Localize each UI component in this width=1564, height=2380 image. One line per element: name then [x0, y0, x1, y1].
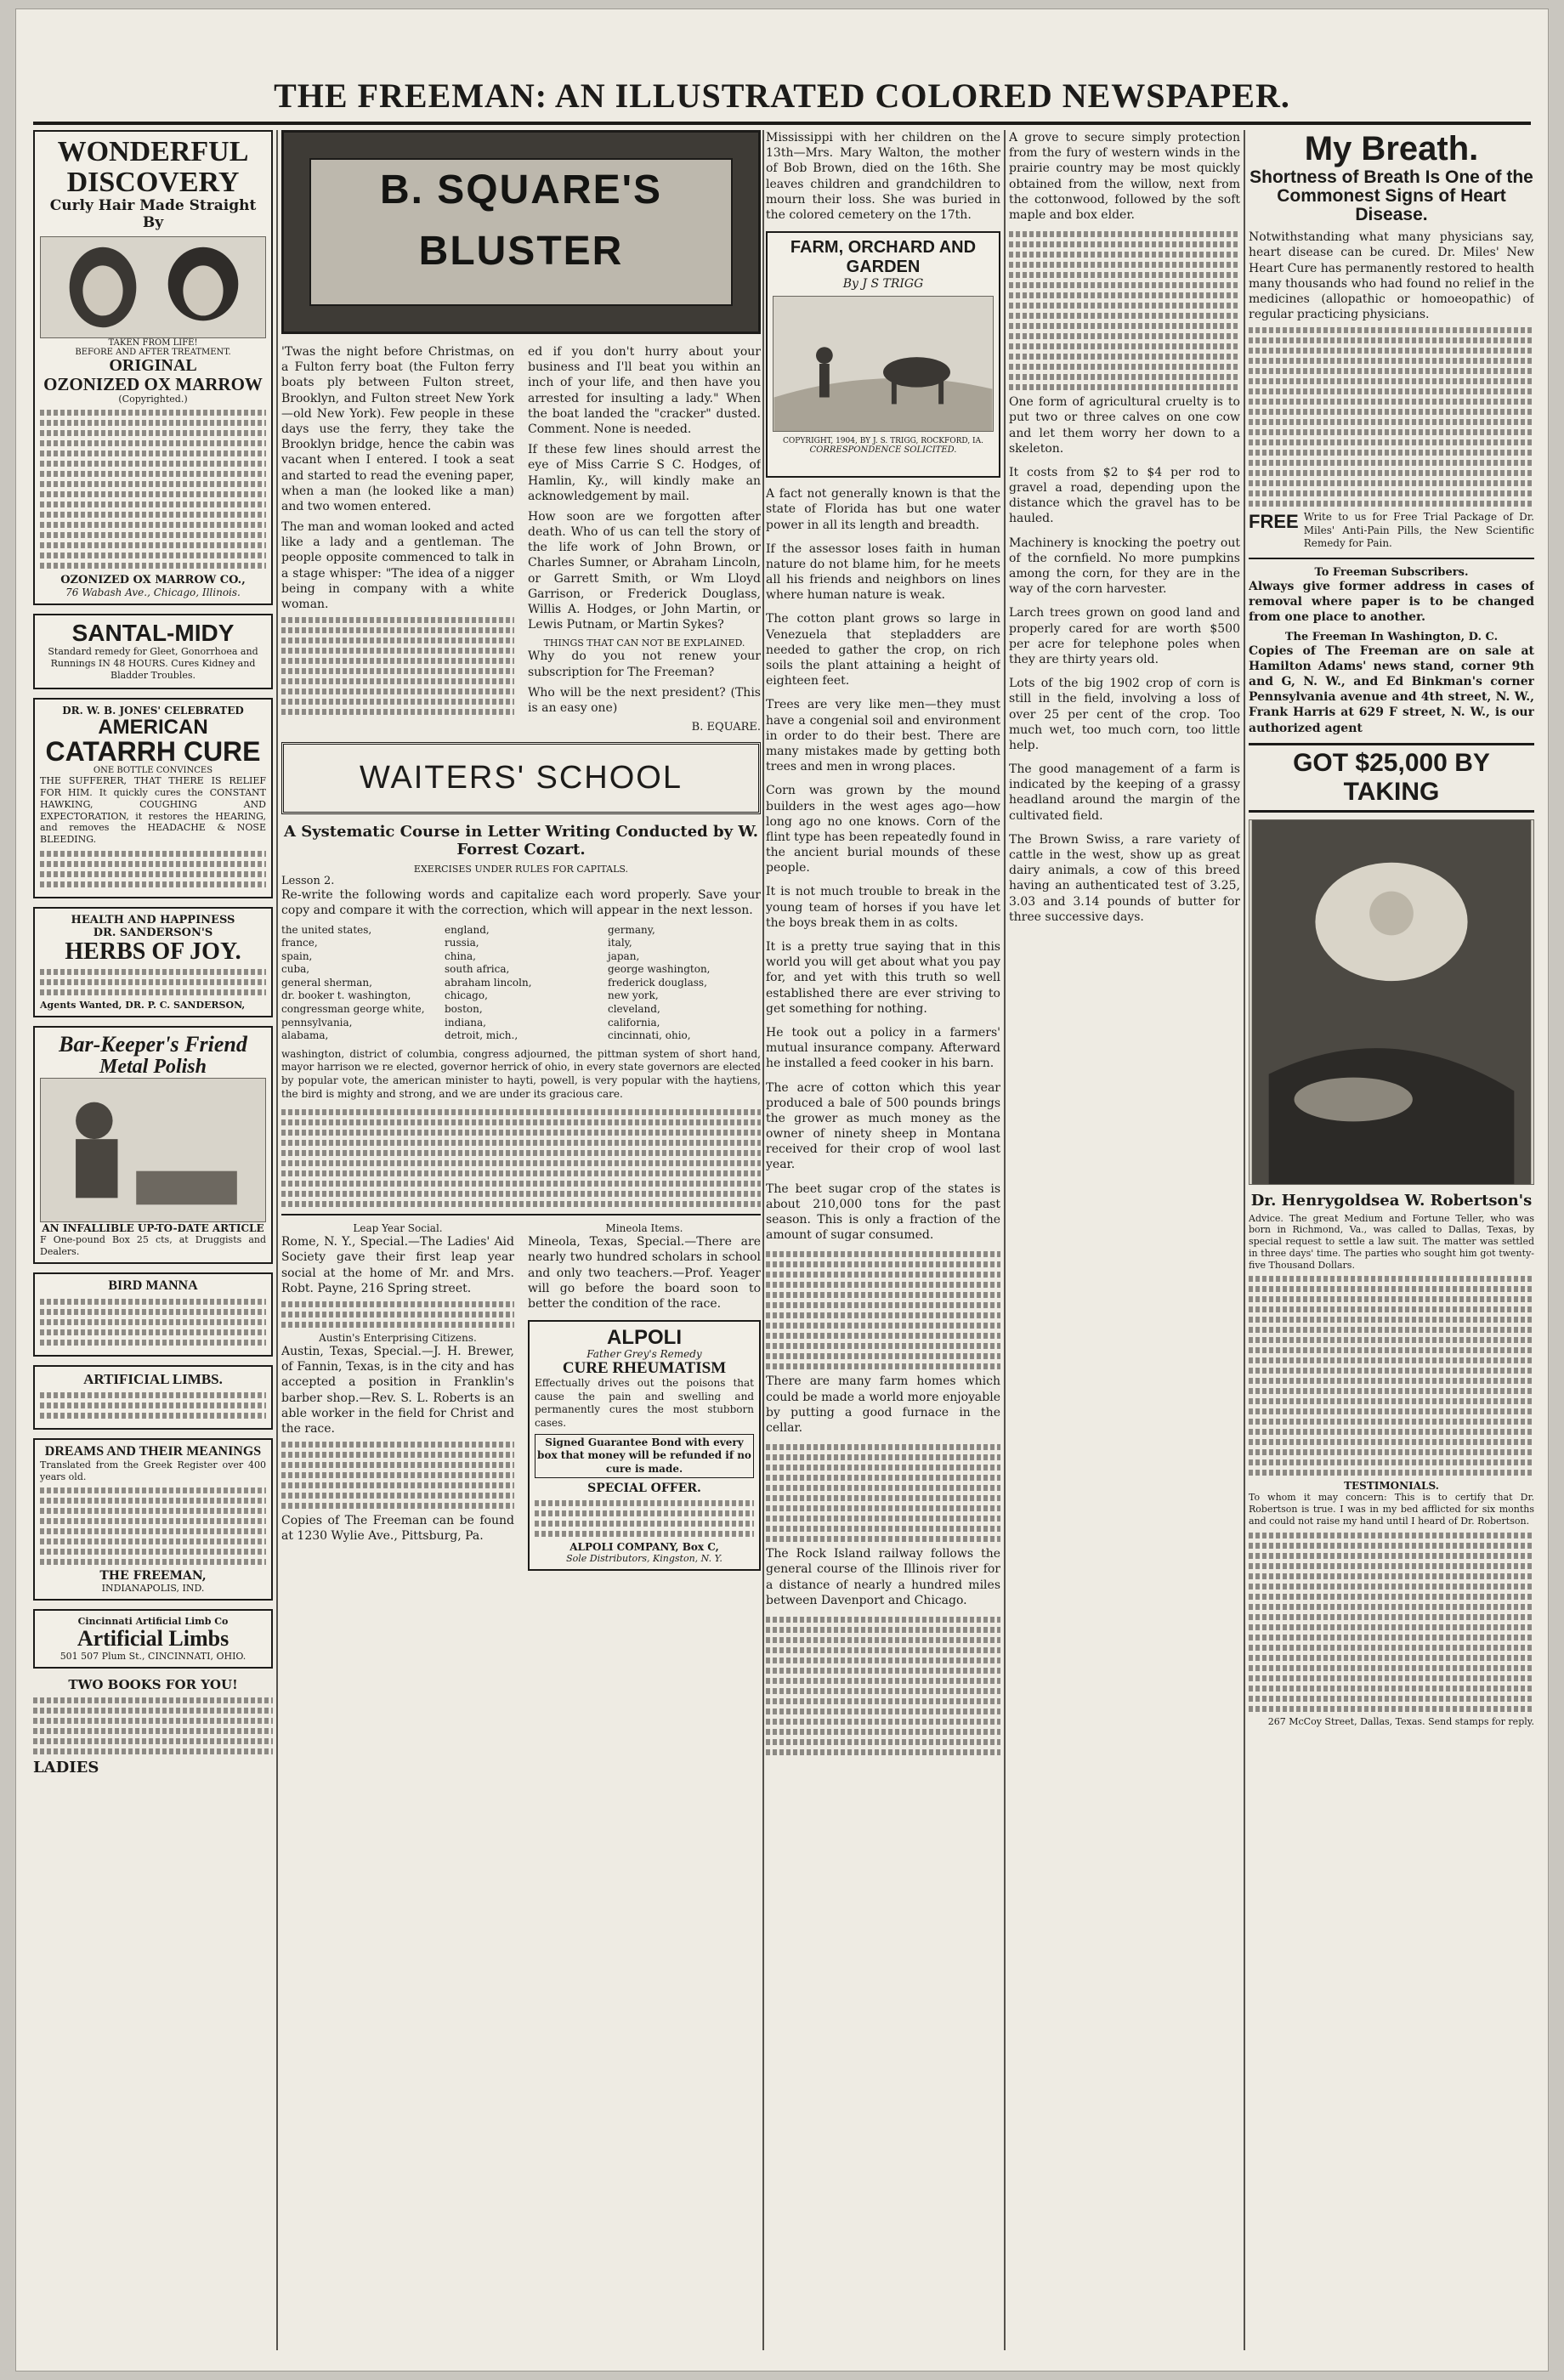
ad-body-text: THE SUFFERER, THAT THERE IS RELIEF FOR HIM. It quickly cures the CONSTANT HAWKING, COUGHING AND EXPECTORATION, it restores the HEARING, and removes the HEADACHE & NOSE BLEEDING. — [40, 775, 266, 846]
section-rule — [281, 1214, 761, 1216]
ad-body-text — [40, 851, 266, 887]
farm-paragraph: Trees are very like men—they must have a congenial soil and environment in order to do their best. There are many mistakes made by getting both trees and men in wrong places. — [766, 698, 1000, 774]
before-after-caption: BEFORE AND AFTER TREATMENT. — [75, 348, 231, 358]
artificial-limbs-ad — [33, 1365, 273, 1430]
washington-heading: The Freeman In Washington, D. C. — [1284, 630, 1499, 643]
lesson-word: alabama, — [281, 1029, 329, 1042]
heart-ad-text: Notwithstanding what many physicians say, heart disease can be cured. Dr. Miles' New Heart Cure has permanently restored to health many thousands who had found no relief in the medicines (allopathic or homoeopathic) of regular practicing physicians. — [1249, 230, 1534, 322]
heart-ad-title: My Breath. — [1304, 130, 1479, 167]
lesson-word: chicago, — [445, 989, 488, 1002]
farm-text — [766, 1444, 1000, 1542]
lesson-word: italy, — [608, 937, 632, 949]
farm-paragraph: It is a pretty true saying that in this world you will get about what you pay for, and yet with this truth so well established there are ever striving to get something for nothing. — [766, 940, 1000, 1016]
lesson-word: detroit, mich., — [445, 1029, 518, 1042]
farm-paragraph: If the assessor loses faith in human nature do not blame him, for he meets all his friends and neighbors on lines where human nature is weak. — [766, 541, 1000, 603]
local-news — [281, 1222, 761, 1579]
lesson-word: general sherman, — [281, 976, 372, 989]
washington-notice: Copies of The Freeman are on sale at Hamilton Adams' news stand, corner 9th and G, N. W., and Ed Binkman's corner Pennsylvania avenue and 4th street, N. W., Frank Harris at 629 F street, N. W., is our authorized agent — [1249, 643, 1534, 735]
ad-body-text: Translated from the Greek Register over 400 years old. — [40, 1459, 266, 1482]
lesson-word: japan, — [608, 949, 640, 962]
ad-subheadline: Curly Hair Made Straight By — [49, 197, 257, 232]
heart-ad-subtitle: Shortness of Breath Is One of the Commonest Signs of Heart Disease. — [1250, 167, 1533, 225]
ad-headline: ALPOLI — [607, 1326, 682, 1350]
obituary-paragraph: Mississippi with her children on the 13th—Mrs. Mary Walton, the mother of Bob Brown, died on the 16th. She leaves children and grandchildren to mourn their loss. She was buried in the colored cemetery on the 17th. — [766, 131, 1000, 222]
column-divider — [1004, 130, 1006, 2350]
ad-agent: Agents Wanted, DR. P. C. SANDERSON, — [40, 1000, 246, 1012]
ad-company: OZONIZED OX MARROW CO., — [60, 574, 246, 587]
lesson-instructions: Re-write the following words and capitalize each word properly. Save your copy and compare it with the correction, which will appear in the next lesson. — [281, 888, 761, 918]
ad-product-name: OZONIZED OX MARROW — [43, 374, 263, 395]
article-signoff: B. EQUARE. — [691, 721, 761, 734]
lesson-word: abraham lincoln, — [445, 976, 532, 989]
free-trial-text: Write to us for Free Trial Package of Dr. Miles' Anti-Pain Pills, the New Scientific Remedy for Pain. — [1303, 511, 1534, 550]
farm-paragraph: The beet sugar crop of the states is about 210,000 tons for the past season. This is only a fraction of the amount of sugar consumed. — [766, 1182, 1000, 1243]
waiters-school-subtitle: A Systematic Course in Letter Writing Conducted by W. Forrest Cozart. — [283, 823, 759, 859]
doctor-heading: Dr. Henrygoldsea W. Robertson's — [1250, 1191, 1533, 1210]
lesson-word: george washington, — [608, 963, 711, 976]
lesson-text — [281, 1109, 761, 1207]
lesson-word: germany, — [608, 923, 655, 936]
ad-headline: CATARRH CURE — [45, 735, 261, 767]
catarrh-cure-ad — [33, 698, 273, 898]
farm-paragraph: The Rock Island railway follows the general course of the Illinois river for a distance of nearly a hundred miles between Davenport and Chicago. — [766, 1547, 1000, 1607]
ad-headline: Artificial Limbs — [76, 1626, 230, 1652]
lesson-word: russia, — [445, 937, 479, 949]
farm-paragraph: The cotton plant grows so large in Venezuela that stepladders are needed to gather the crop, on rich soils the plant attaining a height of eighteen feet. — [766, 612, 1000, 688]
lesson-word: china, — [445, 949, 476, 962]
doctor-advice: Advice. The great Medium and Fortune Teller, who was born in Richmond, Va., was called to Dallas, Texas, by special request to settle a law suit. The matter was settled in three days' time. The parties who sought him got twenty-five Thousand Dollars. — [1249, 1212, 1534, 1271]
lesson-word-list — [281, 924, 761, 1043]
section-heading: THINGS THAT CAN NOT BE EXPLAINED. — [543, 638, 745, 649]
santal-midy-ad — [33, 614, 273, 688]
free-label: FREE — [1249, 511, 1299, 533]
feature-column — [281, 130, 761, 2350]
farm-column — [766, 130, 1000, 2350]
ad-company: ALPOLI COMPANY, Box C, — [570, 1541, 719, 1554]
news-paragraph: Mineola, Texas, Special.—There are nearly two hundred scholars in school and only two teachers.—Prof. Yeager will go before the board soon to better the condition of the race. — [528, 1235, 761, 1311]
ad-body-text — [40, 410, 266, 569]
farm-paragraph: Machinery is knocking the poetry out of the cornfield. No more pumpkins among the corn, for they are in the way of the corn harvester. — [1009, 536, 1240, 597]
lesson-word: dr. booker t. washington, — [281, 989, 411, 1002]
masthead-rule — [33, 122, 1531, 125]
subscribers-notice: Always give former address in cases of removal where paper is to be changed from one place to another. — [1249, 580, 1534, 625]
farm-correspondence: CORRESPONDENCE SOLICITED. — [809, 445, 957, 456]
farm-text — [766, 1251, 1000, 1369]
newspaper-page — [15, 8, 1549, 2372]
ox-marrow-ad — [33, 130, 273, 605]
ad-headline: BIRD MANNA — [108, 1278, 198, 1294]
copyright-note: (Copyrighted.) — [118, 394, 188, 405]
ad-tagline: AN INFALLIBLE UP-TO-DATE ARTICLE — [42, 1221, 264, 1234]
ad-company: THE FREEMAN, — [99, 1569, 207, 1584]
copies-notice: Copies of The Freeman can be found at 1230 Wylie Ave., Pittsburg, Pa. — [281, 1514, 514, 1544]
dreams-ad — [33, 1438, 273, 1601]
farm-title: FARM, ORCHARD AND GARDEN — [790, 238, 977, 277]
article-paragraph: Who will be the next president? (This is an easy one) — [528, 685, 761, 715]
ad-headline: HERBS OF JOY. — [65, 938, 241, 965]
column-divider — [1244, 130, 1245, 2350]
ad-body-text — [40, 969, 266, 995]
masthead: THE FREEMAN: AN ILLUSTRATED COLORED NEWSPAPER. — [274, 76, 1290, 115]
ad-body-text: Standard remedy for Gleet, Gonorrhoea and Runnings IN 48 HOURS. Cures Kidney and Bladder Troubles. — [48, 645, 258, 682]
news-paragraph: Austin, Texas, Special.—J. H. Brewer, of Fannin, Texas, is in the city and has accepted a position in Franklin's barber shop.—Rev. S. L. Roberts is an able worker in the field for Christ and the race. — [281, 1344, 514, 1436]
before-after-portrait-image — [40, 236, 266, 338]
banner-title: B. SQUARE'S BLUSTER — [309, 158, 733, 306]
article-paragraph: The man and woman looked and acted like a lady and a gentleman. The people opposite commenced to talk in a stage whisper: "The idea of a nigger being in company with a white woman. — [281, 520, 514, 611]
lesson-word: indiana, — [445, 1016, 486, 1028]
ad-address: 501 507 Plum St., CINCINNATI, OHIO. — [60, 1650, 246, 1662]
ad-headline: CURE RHEUMATISM — [562, 1359, 727, 1378]
doctor-address: 267 McCoy Street, Dallas, Texas. Send stamps for reply. — [1267, 1715, 1534, 1727]
farm-paragraph: A fact not generally known is that the state of Florida has but one water power in all its length and breadth. — [766, 487, 1000, 532]
section-rule — [1249, 558, 1534, 559]
farm-paragraph: A grove to secure simply protection from the fury of western winds in the prairie country may be most quickly obtained from the willow, next from the cottonwood, followed by the soft maple and box elder. — [1009, 131, 1240, 222]
lesson-word: the united states, — [281, 923, 372, 936]
column-divider — [762, 130, 764, 2350]
doctor-body — [1249, 1276, 1534, 1476]
taken-caption: TAKEN FROM LIFE! — [108, 338, 198, 348]
alpoli-ad — [528, 1320, 761, 1571]
bar-keepers-friend-ad — [33, 1026, 273, 1264]
farm-paragraph: The Brown Swiss, a rare variety of cattle in the west, show up as great dairy animals, a cow of this breed having an authenticated test of 3.25, 3.03 and 3.14 pounds of butter for three successive days. — [1009, 832, 1240, 924]
ad-offer-heading: SPECIAL OFFER. — [587, 1482, 701, 1496]
ladies-ad-heading: LADIES — [33, 1758, 99, 1776]
farm-copyright: COPYRIGHT, 1904, BY J. S. TRIGG, ROCKFORD, IA. — [783, 437, 983, 446]
testimonials-heading: TESTIMONIALS. — [1344, 1480, 1439, 1493]
ad-preheadline: Cincinnati Artificial Limb Co — [77, 1616, 229, 1628]
ad-headline: Metal Polish — [99, 1055, 207, 1078]
lesson-word: pennsylvania, — [281, 1016, 353, 1028]
ad-subheadline: DR. SANDERSON'S — [93, 926, 213, 939]
ad-price: F One-pound Box 25 cts, at Druggists and Dealers. — [40, 1233, 266, 1257]
ad-product-label: ORIGINAL — [109, 356, 197, 376]
lesson-word: cleveland, — [608, 1003, 660, 1016]
lesson-label: Lesson 2. — [281, 875, 335, 888]
ad-address: INDIANAPOLIS, IND. — [101, 1583, 205, 1595]
farm-paragraph: The good management of a farm is indicated by the keeping of a grassy headland around the margin of the cultivated field. — [1009, 762, 1240, 823]
lesson-word: france, — [281, 937, 318, 949]
farm-text — [1009, 231, 1240, 390]
ad-address: Sole Distributors, Kingston, N. Y. — [566, 1553, 722, 1565]
got-money-banner: GOT $25,000 BY TAKING — [1249, 743, 1534, 813]
ad-headline: DISCOVERY — [66, 166, 240, 198]
fortune-teller-illustration — [1249, 819, 1534, 1185]
farm-paragraph: Lots of the big 1902 crop of corn is still in the field, involving a loss of over 25 per cent of the crop. Too much wet, too much corn, too little help. — [1009, 677, 1240, 752]
news-heading: Mineola Items. — [605, 1222, 683, 1235]
lesson-sentences: washington, district of columbia, congress adjourned, the pittman system of short hand, mayor harrison we re elected, governor herrick of ohio, in every state governors are elected by popular vote, the american minister to hayti, powell, is very popular with the haytiens, the bird is mighty and strong, and we are under its gracious care. — [281, 1047, 761, 1100]
bluster-article — [281, 344, 761, 734]
article-paragraph: ed if you don't hurry about your business and I'll beat you within an inch of your life, and then have you arrested for insulting a lady." When the boat landed the "cracker" dusted. Comment. None is needed. — [528, 345, 761, 436]
advertisement-column — [33, 130, 273, 2350]
lesson-word: boston, — [445, 1003, 483, 1016]
ad-headline: SANTAL-MIDY — [71, 620, 235, 647]
news-paragraph: Rome, N. Y., Special.—The Ladies' Aid Society gave their first leap year social at the home of Mr. and Mrs. Robt. Payne, 216 Spring street. — [281, 1235, 514, 1295]
news-text — [281, 1442, 514, 1509]
farm-paragraph: There are many farm homes which could be made a world more enjoyable by putting a good furnace in the cellar. — [766, 1374, 1000, 1435]
ad-headline: Bar-Keeper's Friend — [59, 1032, 247, 1057]
polishing-man-illustration — [40, 1078, 266, 1222]
lesson-word: congressman george white, — [281, 1003, 425, 1016]
heart-ad-body — [1249, 327, 1534, 507]
ad-preheadline: HEALTH AND HAPPINESS — [71, 913, 235, 926]
subscribers-heading: To Freeman Subscribers. — [1314, 566, 1469, 580]
news-heading: Leap Year Social. — [353, 1222, 443, 1235]
lesson-word: spain, — [281, 949, 313, 962]
lesson-word: cincinnati, ohio, — [608, 1029, 691, 1042]
bird-manna-ad — [33, 1272, 273, 1357]
ad-guarantee: Signed Guarantee Bond with every box that money will be refunded if no cure is made. — [535, 1434, 754, 1479]
farm-text — [766, 1617, 1000, 1755]
lesson-word: south africa, — [445, 963, 510, 976]
farm-notes-column — [1009, 130, 1240, 2350]
exercises-heading: EXERCISES UNDER RULES FOR CAPITALS. — [413, 864, 629, 876]
ad-headline: AMERICAN — [98, 715, 208, 739]
farm-paragraph: One form of agricultural cruelty is to put two or three calves on one cow and let them worry her down to a skeleton. — [1009, 395, 1240, 456]
farm-paragraph: He took out a policy in a farmers' mutual insurance company. Afterward he installed a feed cooker in his barn. — [766, 1025, 1000, 1071]
ad-headline: DREAMS AND THEIR MEANINGS — [44, 1444, 262, 1459]
article-paragraph: Why do you not renew your subscription for The Freeman? — [528, 649, 761, 679]
article-paragraph: If these few lines should arrest the eye of Miss Carrie S C. Hodges, of Hamlin, Ky., will kindly make an acknowledgement by mail. — [528, 443, 761, 503]
bluster-banner-image — [281, 130, 761, 334]
ad-body-text — [40, 1392, 266, 1419]
plowing-farmer-illustration — [773, 296, 994, 432]
ad-address: 76 Wabash Ave., Chicago, Illinois. — [65, 586, 241, 599]
farm-orchard-garden-header — [766, 231, 1000, 478]
ad-preheadline: DR. W. B. JONES' CELEBRATED — [62, 704, 244, 717]
farm-byline: By J S TRIGG — [842, 277, 924, 292]
ad-headline: ARTIFICIAL LIMBS. — [83, 1371, 223, 1388]
ad-tagline: ONE BOTTLE CONVINCES — [93, 766, 213, 776]
ad-body-text — [535, 1500, 754, 1537]
farm-paragraph: It is not much trouble to break in the young team of horses if you have let the boys break them in as colts. — [766, 885, 1000, 930]
ad-subheadline: Father Grey's Remedy — [586, 1348, 702, 1361]
cincinnati-limb-ad — [33, 1609, 273, 1668]
ad-body-text — [40, 1299, 266, 1346]
column-divider — [276, 130, 278, 2350]
farm-paragraph: Larch trees grown on good land and properly cared for are worth $500 per acre for telephone poles when they are thirty years old. — [1009, 606, 1240, 666]
article-paragraph: How soon are we forgotten after death. Who of us can tell the story of the life work of John Brown, or Charles Sumner, or Abraham Lincoln, or Garrett Smith, or Wm Lloyd Garrison, or Frederick Douglass, Willis A. Hodges, or John Martin, or Lewis Putnam, or Martin Sykes? — [528, 509, 761, 632]
waiters-school-title: WAITERS' SCHOOL — [281, 742, 761, 814]
ad-headline: WONDERFUL — [57, 136, 249, 167]
ad-body-text — [33, 1697, 273, 1754]
farm-paragraph: Corn was grown by the mound builders in the west ages ago—how long ago no one knows. Corn of the flint type has been repeatedly found in the ancient burial mounds of these people. — [766, 784, 1000, 876]
testimonial-body — [1249, 1533, 1534, 1712]
farm-paragraph: The acre of cotton which this year produced a bale of 500 pounds brings the grower as much money as the owner of ninety sheep in Montana received for their crop of wool last year. — [766, 1080, 1000, 1172]
lesson-word: california, — [608, 1016, 660, 1028]
testimonial-text: To whom it may concern: This is to certify that Dr. Robertson is true. I was in my bed afflicted for six months and could not raise my hand until I heard of Dr. Robertson. — [1249, 1492, 1534, 1527]
herbs-of-joy-ad — [33, 907, 273, 1017]
lesson-word: england, — [445, 923, 490, 936]
article-text — [281, 617, 514, 715]
ad-body-text: Effectually drives out the poisons that cause the pain and swelling and permanently cures the most stubborn cases. — [535, 1377, 754, 1430]
article-paragraph: 'Twas the night before Christmas, on a Fulton ferry boat (the Fulton ferry boats ply between Fulton street, Brooklyn, and Fulton street New York—old New York). Few people in these days use the ferry, they take the Brooklyn bridge, hence the cabin was vacant when I entered. I took a seat and started to read the evening paper, when a man (he looked like a man) and two women entered. — [281, 345, 514, 513]
lesson-word: cuba, — [281, 963, 310, 976]
lesson-word: frederick douglass, — [608, 976, 707, 989]
right-column — [1249, 130, 1534, 2350]
two-books-heading: TWO BOOKS FOR YOU! — [68, 1676, 238, 1692]
news-heading: Austin's Enterprising Citizens. — [319, 1331, 477, 1344]
farm-paragraph: It costs from $2 to $4 per rod to gravel a road, depending upon the distance which the gravel has to be hauled. — [1009, 465, 1240, 526]
news-text — [281, 1301, 514, 1328]
lesson-word: new york, — [608, 989, 659, 1002]
ad-body-text — [40, 1488, 266, 1565]
